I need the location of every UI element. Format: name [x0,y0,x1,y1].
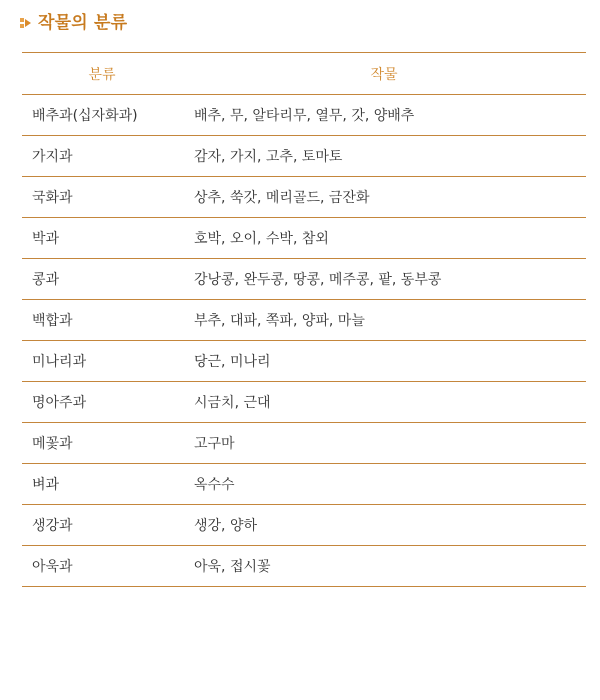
crops-cell: 고구마 [182,423,586,464]
category-cell: 가지과 [22,136,182,177]
crops-cell: 아욱, 접시꽃 [182,546,586,587]
crops-cell: 부추, 대파, 쪽파, 양파, 마늘 [182,300,586,341]
column-header-crops: 작물 [182,53,586,95]
table-row [22,341,586,382]
section-header [20,8,127,32]
table-row [22,423,586,464]
category-cell: 메꽃과 [22,423,182,464]
category-cell: 생강과 [22,505,182,546]
table-row [22,95,586,136]
category-cell: 국화과 [22,177,182,218]
crops-cell: 호박, 오이, 수박, 참외 [182,218,586,259]
category-cell: 명아주과 [22,382,182,423]
category-cell: 미나리과 [22,341,182,382]
crops-cell: 배추, 무, 알타리무, 열무, 갓, 양배추 [182,95,586,136]
table-row [22,464,586,505]
arrow-bullet-icon [20,14,32,26]
crops-cell: 감자, 가지, 고추, 토마토 [182,136,586,177]
page-title: 작물의 분류 [38,12,128,33]
table-row [22,177,586,218]
category-cell: 콩과 [22,259,182,300]
table-row [22,218,586,259]
crops-cell: 옥수수 [182,464,586,505]
crops-cell: 시금치, 근대 [182,382,586,423]
table-row [22,382,586,423]
category-cell: 배추과(십자화과) [22,95,182,136]
table-row [22,546,586,587]
table-row [22,136,586,177]
crops-cell: 강낭콩, 완두콩, 땅콩, 메주콩, 팥, 동부콩 [182,259,586,300]
crops-cell: 생강, 양하 [182,505,586,546]
category-cell: 벼과 [22,464,182,505]
table-header-row [22,53,586,95]
table-row [22,259,586,300]
category-cell: 아욱과 [22,546,182,587]
category-cell: 박과 [22,218,182,259]
column-header-category: 분류 [22,53,182,95]
crops-cell: 상추, 쑥갓, 메리골드, 금잔화 [182,177,586,218]
crops-cell: 당근, 미나리 [182,341,586,382]
table-row [22,300,586,341]
table-row [22,505,586,546]
category-cell: 백합과 [22,300,182,341]
crop-classification-table [22,52,586,587]
